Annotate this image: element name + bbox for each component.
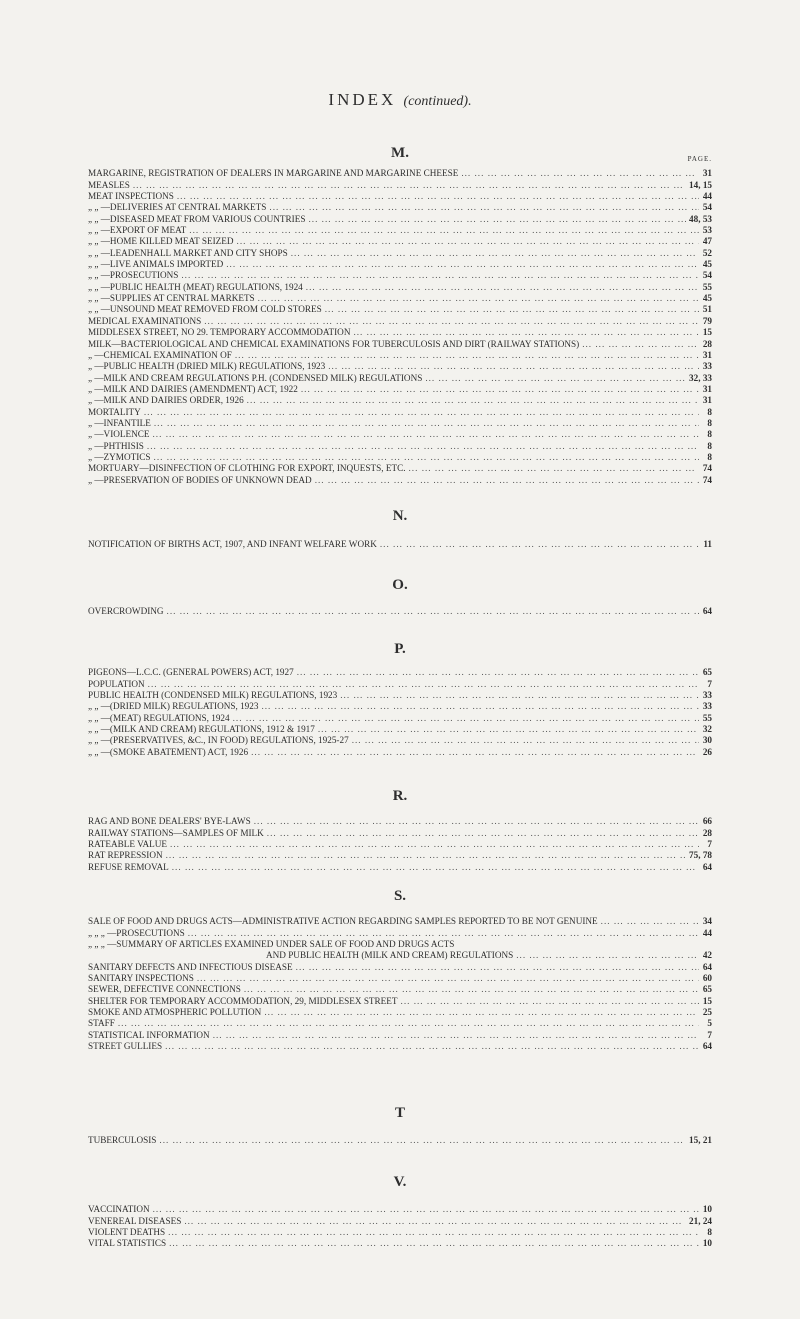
entry-text: MEDICAL EXAMINATIONS — [88, 315, 202, 326]
entry-page-number: 15 — [702, 995, 712, 1006]
leader-dots — [154, 418, 699, 429]
index-entry — [88, 361, 712, 372]
section-letter — [88, 506, 712, 526]
section-r — [88, 786, 712, 873]
index-entry — [88, 861, 712, 872]
entry-text: „ —PUBLIC HEALTH (DRIED MILK) REGULATIONS, 1923 — [88, 361, 326, 372]
index-entry — [88, 168, 712, 179]
index-entry — [88, 939, 712, 950]
index-entry — [88, 1135, 712, 1146]
leader-dots — [306, 282, 699, 293]
section-letter — [88, 575, 712, 595]
entry-text: MEAT INSPECTIONS — [88, 191, 174, 202]
entry-page-number: 8 — [707, 440, 712, 451]
leader-dots — [582, 339, 699, 350]
entry-text: STREET GULLIES — [88, 1041, 163, 1052]
section-p — [88, 639, 712, 758]
leader-dots — [188, 928, 699, 939]
entry-text: MIDDLESEX STREET, NO 29. TEMPORARY ACCOMMODATION — [88, 327, 351, 338]
leader-dots — [189, 225, 699, 236]
index-entry — [88, 406, 712, 417]
leader-dots — [318, 724, 699, 735]
index-entry — [88, 372, 712, 383]
leader-dots — [166, 850, 686, 861]
index-entry — [88, 916, 712, 927]
entry-text: SANITARY INSPECTIONS — [88, 973, 194, 984]
entry-text: MORTALITY — [88, 406, 141, 417]
leader-dots — [133, 180, 686, 191]
leader-dots — [269, 202, 699, 213]
leader-dots — [264, 1007, 699, 1018]
entry-page-number: 8 — [707, 1227, 712, 1238]
leader-dots — [213, 1030, 699, 1041]
section-m — [88, 143, 712, 486]
leader-dots — [153, 429, 700, 440]
leader-dots — [409, 463, 700, 474]
entry-page-number: 32, 33 — [689, 372, 712, 383]
index-entry — [88, 474, 712, 485]
index-entry — [88, 293, 712, 304]
entry-text: RATEABLE VALUE — [88, 839, 168, 850]
section-letter-text: P. — [394, 641, 406, 657]
entry-text: VITAL STATISTICS — [88, 1238, 167, 1249]
entry-text: SEWER, DEFECTIVE CONNECTIONS — [88, 984, 241, 995]
entry-page-number: 28 — [702, 338, 712, 349]
index-entry — [88, 606, 712, 617]
entry-page-number: 64 — [702, 606, 712, 617]
entry-text: OVERCROWDING — [88, 606, 164, 617]
entry-page-number: 10 — [702, 1204, 712, 1215]
index-entry — [88, 690, 712, 701]
leader-dots — [233, 713, 699, 724]
entry-text: PIGEONS—L.C.C. (GENERAL POWERS) ACT, 1927 — [88, 667, 294, 678]
page-column-label: PAGE. — [687, 155, 712, 163]
entry-text: „ „ —(PRESERVATIVES, &C., IN FOOD) REGULATIONS, 1925-27 — [88, 735, 349, 746]
index-entry — [88, 281, 712, 292]
page-title — [88, 90, 712, 110]
entry-text: „ „ —(SMOKE ABATEMENT) ACT, 1926 — [88, 746, 249, 757]
entry-text: SALE OF FOOD AND DRUGS ACTS—ADMINISTRATIVE ACTION REGARDING SAMPLES REPORTED TO BE NOT GENUINE — [88, 916, 598, 927]
entry-text: „ „ —DISEASED MEAT FROM VARIOUS COUNTRIES — [88, 213, 306, 224]
entry-page-number: 48, 53 — [689, 213, 712, 224]
leader-dots — [181, 270, 699, 281]
entry-page-number: 65 — [702, 667, 712, 678]
leader-dots — [147, 441, 699, 452]
index-entry — [88, 995, 712, 1006]
entry-page-number: 52 — [702, 247, 712, 258]
entry-page-number: 8 — [707, 406, 712, 417]
entry-page-number: 33 — [702, 701, 712, 712]
entry-text: „ „ —EXPORT OF MEAT — [88, 225, 187, 236]
entry-text: „ —PHTHISIS — [88, 440, 144, 451]
entry-text: „ —ZYMOTICS — [88, 451, 151, 462]
section-o — [88, 575, 712, 617]
section-letter-text: O. — [392, 577, 408, 593]
entry-page-number: 55 — [702, 281, 712, 292]
entry-text: „ —INFANTILE — [88, 417, 151, 428]
leader-dots — [168, 1227, 699, 1238]
entry-page-number: 21, 24 — [689, 1215, 712, 1226]
entry-text: „ —VIOLENCE — [88, 429, 150, 440]
index-entry — [88, 1041, 712, 1052]
index-entry — [88, 202, 712, 213]
entry-text: RAG AND BONE DEALERS' BYE-LAWS — [88, 816, 251, 827]
entry-page-number: 53 — [702, 225, 712, 236]
section-letter-text: S. — [393, 888, 407, 904]
entry-page-number: 8 — [707, 429, 712, 440]
entry-text: „ „ —LEADENHALL MARKET AND CITY SHOPS — [88, 247, 288, 258]
entry-page-number: 54 — [702, 202, 712, 213]
index-entry — [88, 961, 712, 972]
index-entry — [88, 327, 712, 338]
index-entry — [88, 927, 712, 938]
section-letter — [88, 786, 712, 806]
entry-text: RAILWAY STATIONS—SAMPLES OF MILK — [88, 827, 264, 838]
leader-dots — [204, 316, 699, 327]
leader-dots — [296, 962, 699, 973]
entry-text: SMOKE AND ATMOSPHERIC POLLUTION — [88, 1007, 262, 1018]
index-entry — [88, 429, 712, 440]
index-entry — [88, 1029, 712, 1040]
entry-text: MARGARINE, REGISTRATION OF DEALERS IN MARGARINE AND MARGARINE CHEESE — [88, 168, 459, 179]
section-letter — [88, 1172, 712, 1192]
section-letter — [88, 639, 712, 659]
index-entry — [88, 984, 712, 995]
index-entry — [88, 225, 712, 236]
entry-page-number: 5 — [707, 1018, 712, 1029]
entry-text: STATISTICAL INFORMATION — [88, 1029, 210, 1040]
entry-page-number: 66 — [702, 816, 712, 827]
entry-page-number: 28 — [702, 827, 712, 838]
entry-page-number: 42 — [702, 950, 712, 961]
entry-page-number: 32 — [702, 724, 712, 735]
section-n — [88, 506, 712, 550]
leader-dots — [315, 475, 699, 486]
entry-text: VIOLENT DEATHS — [88, 1227, 166, 1238]
index-entry — [88, 179, 712, 190]
entry-page-number: 8 — [707, 417, 712, 428]
index-entry — [88, 236, 712, 247]
leader-dots — [297, 667, 699, 678]
section-s — [88, 886, 712, 1052]
leader-dots — [148, 679, 699, 690]
entry-text: „ „ —(MILK AND CREAM) REGULATIONS, 1912 & 1917 — [88, 724, 315, 735]
title-text: INDEX — [328, 90, 397, 109]
entry-text: „ „ —PROSECUTIONS — [88, 270, 179, 281]
entry-page-number: 33 — [702, 361, 712, 372]
leader-dots — [308, 214, 686, 225]
entry-page-number: 75, 78 — [689, 850, 712, 861]
entry-text: „ „ —DELIVERIES AT CENTRAL MARKETS — [88, 202, 267, 213]
entry-text: „ —MILK AND DAIRIES ORDER, 1926 — [88, 395, 244, 406]
entry-text: REFUSE REMOVAL — [88, 861, 169, 872]
entry-text: „ —CHEMICAL EXAMINATION OF — [88, 349, 232, 360]
index-entry — [88, 1227, 712, 1238]
leader-dots — [352, 735, 699, 746]
section-letter-text: R. — [392, 788, 408, 804]
leader-dots — [153, 1204, 699, 1215]
index-entry — [88, 1215, 712, 1226]
index-entry — [88, 304, 712, 315]
entry-page-number: 15 — [702, 327, 712, 338]
entry-text: MORTUARY—DISINFECTION OF CLOTHING FOR EXPORT, INQUESTS, ETC. — [88, 463, 406, 474]
section-letter-text: M. — [391, 145, 409, 161]
entry-page-number: 34 — [702, 916, 712, 927]
entry-page-number: 25 — [702, 1007, 712, 1018]
entry-page-number: 51 — [702, 304, 712, 315]
index-entry — [88, 667, 712, 678]
entry-text: SHELTER FOR TEMPORARY ACCOMMODATION, 29, MIDDLESEX STREET — [88, 995, 398, 1006]
entry-page-number: 64 — [702, 961, 712, 972]
section-letter — [88, 886, 712, 906]
index-entry — [88, 827, 712, 838]
entry-page-number: 30 — [702, 735, 712, 746]
leader-dots — [401, 996, 699, 1007]
entry-page-number: 31 — [702, 383, 712, 394]
leader-dots — [425, 373, 686, 384]
entry-page-number: 45 — [702, 259, 712, 270]
leader-dots — [235, 350, 699, 361]
leader-dots — [328, 361, 699, 372]
index-entry — [88, 338, 712, 349]
index-entry — [88, 678, 712, 689]
index-entry — [88, 384, 712, 395]
index-entry — [88, 191, 712, 202]
entry-text: „ —MILK AND DAIRIES (AMENDMENT) ACT, 1922 — [88, 383, 298, 394]
entry-page-number: 14, 15 — [689, 179, 712, 190]
leader-dots — [301, 384, 699, 395]
leader-dots — [154, 452, 699, 463]
leader-dots — [461, 168, 699, 179]
entry-text: „ „ —UNSOUND MEAT REMOVED FROM COLD STORES — [88, 304, 322, 315]
leader-dots — [267, 828, 699, 839]
leader-dots — [167, 606, 699, 617]
entry-text: „ „ —SUPPLIES AT CENTRAL MARKETS — [88, 293, 255, 304]
index-entry — [88, 712, 712, 723]
entry-page-number: 55 — [702, 712, 712, 723]
entry-text: POPULATION — [88, 678, 145, 689]
index-entry — [88, 395, 712, 406]
index-entry — [88, 1204, 712, 1215]
index-entry — [88, 735, 712, 746]
entry-page-number: 60 — [702, 973, 712, 984]
leader-dots — [118, 1018, 699, 1029]
entry-page-number: 8 — [707, 451, 712, 462]
entry-text: „ „ —(DRIED MILK) REGULATIONS, 1923 — [88, 701, 259, 712]
entry-page-number: 44 — [702, 191, 712, 202]
entry-text: MILK—BACTERIOLOGICAL AND CHEMICAL EXAMINATIONS FOR TUBERCULOSIS AND DIRT (RAILWAY STATIONS) — [88, 338, 580, 349]
entry-text: VACCINATION — [88, 1204, 150, 1215]
entry-text: TUBERCULOSIS — [88, 1135, 157, 1146]
entry-text: „ „ —(MEAT) REGULATIONS, 1924 — [88, 712, 230, 723]
entry-page-number: 79 — [702, 315, 712, 326]
index-entry — [88, 440, 712, 451]
entry-text: „ —MILK AND CREAM REGULATIONS P.H. (CONDENSED MILK) REGULATIONS — [88, 372, 423, 383]
index-entry — [88, 247, 712, 258]
leader-dots — [258, 293, 699, 304]
entry-text: SANITARY DEFECTS AND INFECTIOUS DISEASE — [88, 961, 293, 972]
index-entry — [88, 1018, 712, 1029]
entry-text: PUBLIC HEALTH (CONDENSED MILK) REGULATIONS, 1923 — [88, 690, 338, 701]
entry-text: „ „ „ —SUMMARY OF ARTICLES EXAMINED UNDER SALE OF FOOD AND DRUGS ACTS — [88, 939, 455, 950]
entry-text: „ „ —LIVE ANIMALS IMPORTED — [88, 259, 224, 270]
index-entry — [88, 539, 712, 550]
leader-dots — [251, 747, 699, 758]
leader-dots — [516, 950, 699, 961]
entry-text: „ „ —PUBLIC HEALTH (MEAT) REGULATIONS, 1924 — [88, 281, 303, 292]
entry-page-number: 74 — [702, 463, 712, 474]
entry-text: RAT REPRESSION — [88, 850, 163, 861]
entry-page-number: 64 — [702, 1041, 712, 1052]
entry-page-number: 45 — [702, 293, 712, 304]
index-entry — [88, 1007, 712, 1018]
entry-page-number: 44 — [702, 927, 712, 938]
index-entry — [88, 701, 712, 712]
leader-dots — [291, 248, 699, 259]
entry-page-number: 33 — [702, 690, 712, 701]
entry-page-number: 31 — [702, 168, 712, 179]
section-letter-text: V. — [393, 1174, 407, 1190]
entry-page-number: 26 — [702, 746, 712, 757]
leader-dots — [197, 973, 699, 984]
entry-page-number: 31 — [702, 395, 712, 406]
entry-page-number: 74 — [702, 474, 712, 485]
index-entry — [88, 816, 712, 827]
leader-dots — [340, 690, 699, 701]
index-entry — [88, 1238, 712, 1249]
leader-dots — [144, 407, 699, 418]
leader-dots — [165, 1041, 699, 1052]
index-entry — [88, 950, 712, 961]
leader-dots — [244, 984, 699, 995]
entry-page-number: 11 — [703, 539, 712, 550]
index-entry — [88, 973, 712, 984]
entry-page-number: 47 — [702, 236, 712, 247]
index-entry — [88, 463, 712, 474]
leader-dots — [380, 539, 699, 550]
leader-dots — [177, 191, 699, 202]
leader-dots — [237, 236, 699, 247]
leader-dots — [261, 701, 699, 712]
leader-dots — [169, 1238, 699, 1249]
section-letter — [88, 143, 712, 163]
section-letter-text: N. — [392, 508, 408, 524]
section-letter — [88, 1103, 712, 1123]
entry-page-number: 54 — [702, 270, 712, 281]
entry-page-number: 31 — [702, 349, 712, 360]
leader-dots — [254, 816, 699, 827]
section-letter-text: T — [394, 1105, 405, 1121]
index-entry — [88, 746, 712, 757]
entry-page-number: 64 — [702, 861, 712, 872]
entry-text: VENEREAL DISEASES — [88, 1215, 182, 1226]
entry-text: NOTIFICATION OF BIRTHS ACT, 1907, AND INFANT WELFARE WORK — [88, 539, 377, 550]
index-entry — [88, 315, 712, 326]
index-entry — [88, 259, 712, 270]
leader-dots — [226, 259, 699, 270]
index-entry — [88, 213, 712, 224]
title-continued: (continued). — [403, 94, 472, 109]
entry-page-number: 15, 21 — [689, 1135, 712, 1146]
leader-dots — [247, 395, 699, 406]
index-entry — [88, 839, 712, 850]
leader-dots — [172, 862, 699, 873]
leader-dots — [159, 1135, 686, 1146]
index-entry — [88, 418, 712, 429]
entry-text: STAFF — [88, 1018, 115, 1029]
leader-dots — [601, 916, 699, 927]
index-entry — [88, 452, 712, 463]
entry-page-number: 7 — [707, 678, 712, 689]
leader-dots — [353, 327, 699, 338]
leader-dots — [170, 839, 699, 850]
index-entry — [88, 850, 712, 861]
leader-dots — [325, 304, 699, 315]
section-t — [88, 1103, 712, 1146]
entry-page-number: 7 — [707, 839, 712, 850]
entry-page-number: 65 — [702, 984, 712, 995]
entry-text: MEASLES — [88, 179, 130, 190]
entry-text: „ „ —HOME KILLED MEAT SEIZED — [88, 236, 234, 247]
index-entry — [88, 724, 712, 735]
section-v — [88, 1172, 712, 1249]
index-entry — [88, 270, 712, 281]
entry-page-number: 10 — [702, 1238, 712, 1249]
entry-text: AND PUBLIC HEALTH (MILK AND CREAM) REGULATIONS — [266, 950, 514, 961]
index-entry — [88, 350, 712, 361]
entry-page-number: 7 — [707, 1029, 712, 1040]
leader-dots — [184, 1216, 686, 1227]
entry-text: „ —PRESERVATION OF BODIES OF UNKNOWN DEAD — [88, 474, 312, 485]
entry-text: „ „ „ —PROSECUTIONS — [88, 927, 185, 938]
